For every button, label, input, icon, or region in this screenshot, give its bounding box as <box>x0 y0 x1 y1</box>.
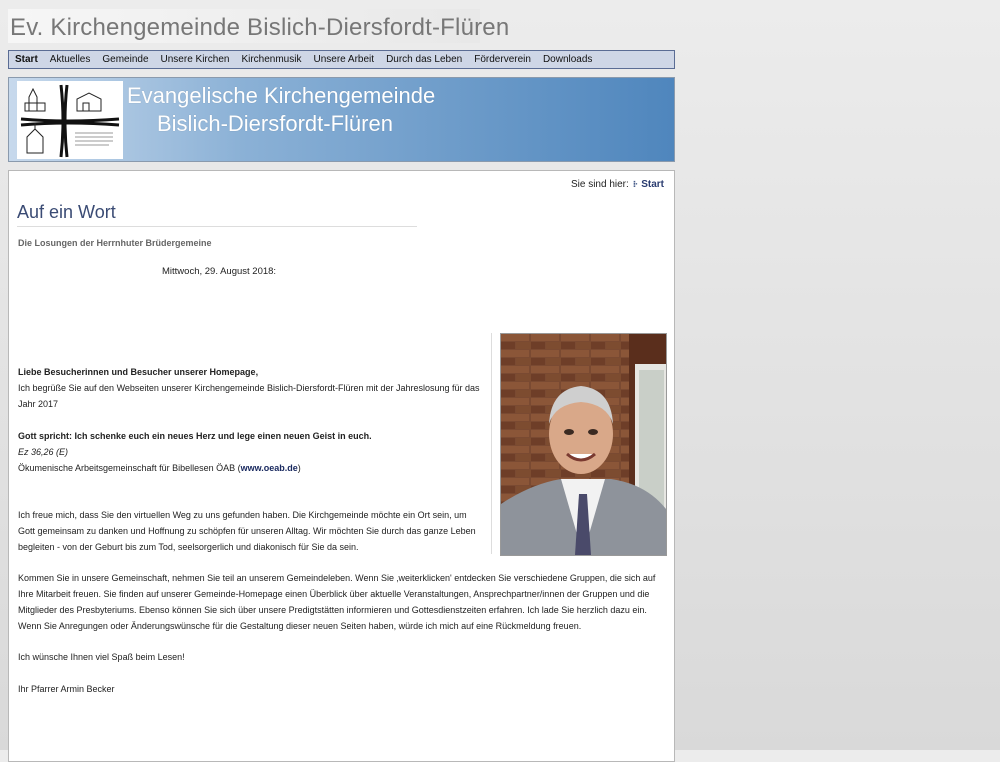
page-title: Auf ein Wort <box>17 202 417 227</box>
losungen-date: Mittwoch, 29. August 2018: <box>162 266 277 277</box>
jahreslosung-block <box>18 428 483 476</box>
nav-item-aktuelles[interactable]: Aktuelles <box>49 54 91 65</box>
nav-item-downloads[interactable]: Downloads <box>542 54 593 65</box>
oeab-prefix: Ökumenische Arbeitsgemeinschaft für Bibellesen ÖAB ( <box>18 463 241 473</box>
letter-paragraph-2: Kommen Sie in unsere Gemeinschaft, nehmen Sie teil an unserem Gemeindeleben. Wenn Sie ‚weiterklicken' entdecken Sie verschiedene Gruppen, die sich auf Ihre Mitarbeit freuen. Sie finden auf unserer Gemeinde-Homepage einen Überblick über aktuelle Veranstaltungen, Ansprechpartner/innen der Gruppen und die Mitglieder des Presbyteriums. Ebenso können Sie sich über unsere Predigtstätten informieren und Gottesdienstzeiten erfahren. Ich lade Sie herzlich dazu ein. Wenn Sie Anregungen oder Änderungswünsche für die Gestaltung dieser neuen Seiten haben, würde ich mich auf eine Rückmeldung freuen. <box>18 573 656 631</box>
header-banner <box>8 77 675 162</box>
letter-intro <box>18 364 483 412</box>
letter-paragraph-1: Ich freue mich, dass Sie den virtuellen Weg zu uns gefunden haben. Die Kirchgemeinde möchte ein Ort sein, um Gott gemeinsam zu danken und Hoffnung zu schöpfen für unseren Alltag. Wir möchten Sie durch das ganze Leben begleiten - von der Geburt bis zum Tod, seelsorgerlich und diakonisch für Sie da sein. <box>18 510 476 552</box>
jahreslosung-text: Gott spricht: Ich schenke euch ein neues Herz und lege einen neuen Geist in euch. <box>18 431 372 441</box>
banner-title-line1: Evangelische Kirchengemeinde <box>127 83 436 108</box>
nav-item-unsere-arbeit[interactable]: Unsere Arbeit <box>313 54 375 65</box>
site-title: Ev. Kirchengemeinde Bislich-Diersfordt-Flüren <box>8 9 480 43</box>
main-navigation <box>8 50 675 69</box>
main-content <box>8 170 675 762</box>
banner-title-line2: Bislich-Diersfordt-Flüren <box>157 111 393 136</box>
oeab-suffix: ) <box>297 463 301 473</box>
letter-greeting: Liebe Besucherinnen und Besucher unserer Homepage, <box>18 367 259 377</box>
breadcrumb-link-start[interactable]: Start <box>641 179 664 190</box>
nav-item-foerderverein[interactable]: Förderverein <box>474 54 531 65</box>
losungen-heading: Die Losungen der Herrnhuter Brüdergemeine <box>18 238 212 248</box>
church-logo-icon <box>17 81 123 159</box>
nav-item-gemeinde[interactable]: Gemeinde <box>102 54 149 65</box>
breadcrumb-dots-icon: ⁝· <box>632 179 638 189</box>
pastor-photo <box>500 333 667 556</box>
nav-item-durch-das-leben[interactable]: Durch das Leben <box>386 54 463 65</box>
photo-frame <box>491 333 667 554</box>
oeab-line <box>18 460 483 476</box>
letter-intro-text: Ich begrüße Sie auf den Webseiten unserer Kirchengemeinde Bislich-Diersfordt-Flüren mit der Jahreslosung für das Jahr 2017 <box>18 383 480 409</box>
breadcrumb <box>571 179 664 190</box>
nav-item-unsere-kirchen[interactable]: Unsere Kirchen <box>160 54 230 65</box>
letter-signature: Ihr Pfarrer Armin Becker <box>18 684 115 694</box>
nav-item-start[interactable]: Start <box>15 54 38 65</box>
jahreslosung-reference: Ez 36,26 (E) <box>18 447 69 457</box>
breadcrumb-prefix: Sie sind hier: <box>570 179 629 190</box>
letter-closing: Ich wünsche Ihnen viel Spaß beim Lesen! <box>18 652 185 662</box>
nav-item-kirchenmusik[interactable]: Kirchenmusik <box>241 54 302 65</box>
oeab-link[interactable]: www.oeab.de <box>240 463 298 473</box>
